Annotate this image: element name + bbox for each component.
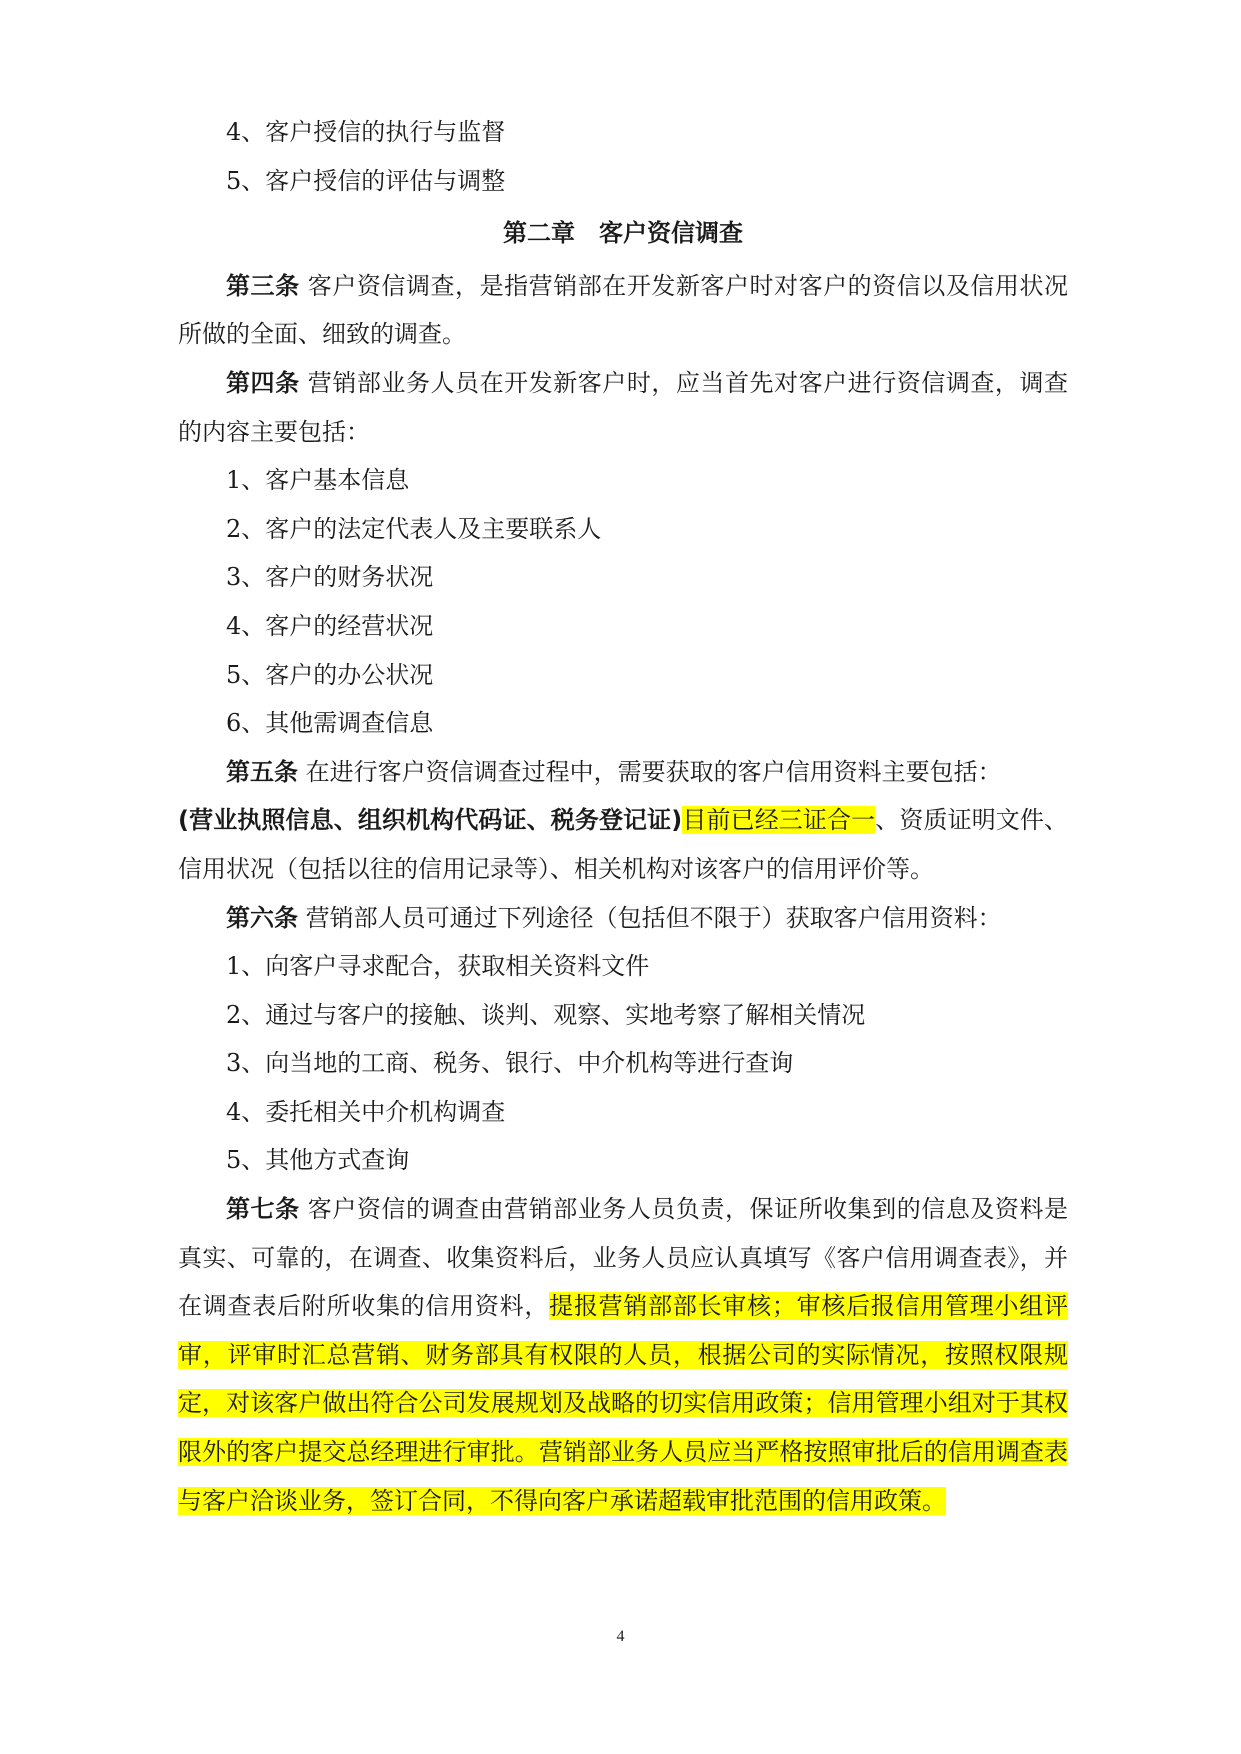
highlighted-text: 提报营销部部长审核；审核后报信用管理小组评审，评审时汇总营销、财务部具有权限的人员，根据公司的实际情况，按照权限规定，对该客户做出符合公司发展规划及战略的切实信用政策；信用管理小组对于其权限外的客户提交总经理进行审批。营销部业务人员应当严格按照审批后的信用调查表与客户洽谈业务，签订合同，不得向客户承诺超载审批范围的信用政策。 <box>178 1292 1069 1515</box>
list-item <box>178 456 1068 505</box>
list-item <box>178 991 1068 1040</box>
list-number: 3、 <box>226 1049 266 1078</box>
list-number: 1、 <box>226 952 266 981</box>
article-6 <box>178 894 1068 943</box>
chapter-heading: 第二章 客户资信调查 <box>503 219 743 248</box>
list-item <box>178 651 1068 700</box>
list-number: 5、 <box>226 1146 266 1175</box>
list-text: 其他方式查询 <box>265 1146 410 1175</box>
article-label: 第七条 <box>226 1195 300 1224</box>
article-text: 、资质证明文件、信用状况（包括以往的信用记录等）、相关机构对该客户的信用评价等。 <box>178 806 1069 883</box>
list-item <box>178 1136 1068 1185</box>
list-text: 客户基本信息 <box>265 466 410 495</box>
highlighted-text: 目前已经三证合一 <box>682 806 876 835</box>
article-3 <box>178 262 1068 359</box>
page-number: 4 <box>616 1628 625 1645</box>
article-text: 营销部人员可通过下列途径（包括但不限于）获取客户信用资料： <box>305 903 1002 932</box>
list-number: 6、 <box>226 709 266 738</box>
article-7 <box>178 1185 1068 1525</box>
article-5-continued <box>178 796 1068 893</box>
list-number: 4、 <box>226 118 266 146</box>
list-item <box>178 602 1068 651</box>
list-text: 客户授信的评估与调整 <box>265 166 506 195</box>
list-text: 向当地的工商、税务、银行、中介机构等进行查询 <box>265 1049 794 1078</box>
list-number: 3、 <box>226 563 266 592</box>
list-number: 1、 <box>226 466 266 495</box>
list-text: 通过与客户的接触、谈判、观察、实地考察了解相关情况 <box>265 1000 866 1029</box>
article-text: 客户资信的调查由营销部业务人员负责，保证所收集到的信息及资料是真实、可靠的，在调查、收集资料后，业务人员应认真填写《客户信用调查表》，并在调查表后附所收集的信用资料， <box>178 1195 1068 1321</box>
list-text: 委托相关中介机构调查 <box>265 1097 506 1126</box>
article-5 <box>178 748 1068 797</box>
article-text: 客户资信调查，是指营销部在开发新客户时对客户的资信以及信用状况所做的全面、细致的调查。 <box>178 271 1068 349</box>
article-label: 第四条 <box>226 368 300 397</box>
list-text: 客户的财务状况 <box>265 563 434 592</box>
list-number: 2、 <box>226 1000 266 1029</box>
list-number: 4、 <box>226 611 266 640</box>
list-text: 客户的经营状况 <box>265 611 434 640</box>
list-item <box>178 157 1068 206</box>
list-item <box>178 505 1068 554</box>
list-item <box>178 942 1068 991</box>
article-text: 在进行客户资信调查过程中，需要获取的客户信用资料主要包括： <box>305 757 1002 786</box>
list-number: 2、 <box>226 514 266 543</box>
list-number: 5、 <box>226 166 266 195</box>
list-item <box>178 1088 1068 1137</box>
list-item <box>178 108 1068 157</box>
article-text: 营销部业务人员在开发新客户时，应当首先对客户进行资信调查，调查的内容主要包括： <box>178 368 1068 446</box>
list-text: 客户的办公状况 <box>265 660 434 689</box>
article-label: 第六条 <box>226 903 298 932</box>
list-item <box>178 699 1068 748</box>
list-number: 4、 <box>226 1097 266 1126</box>
list-text: 其他需调查信息 <box>265 709 434 738</box>
list-item <box>178 553 1068 602</box>
list-number: 5、 <box>226 660 266 689</box>
article-label: 第三条 <box>226 271 300 300</box>
article-4 <box>178 359 1068 456</box>
article-label: 第五条 <box>226 757 298 786</box>
list-item <box>178 1039 1068 1088</box>
document-body <box>178 108 1068 1525</box>
list-text: 客户的法定代表人及主要联系人 <box>265 514 602 543</box>
list-text: 客户授信的执行与监督 <box>265 118 506 146</box>
list-text: 向客户寻求配合，获取相关资料文件 <box>265 952 650 981</box>
certificates-note: (营业执照信息、组织机构代码证、税务登记证) <box>178 806 683 835</box>
